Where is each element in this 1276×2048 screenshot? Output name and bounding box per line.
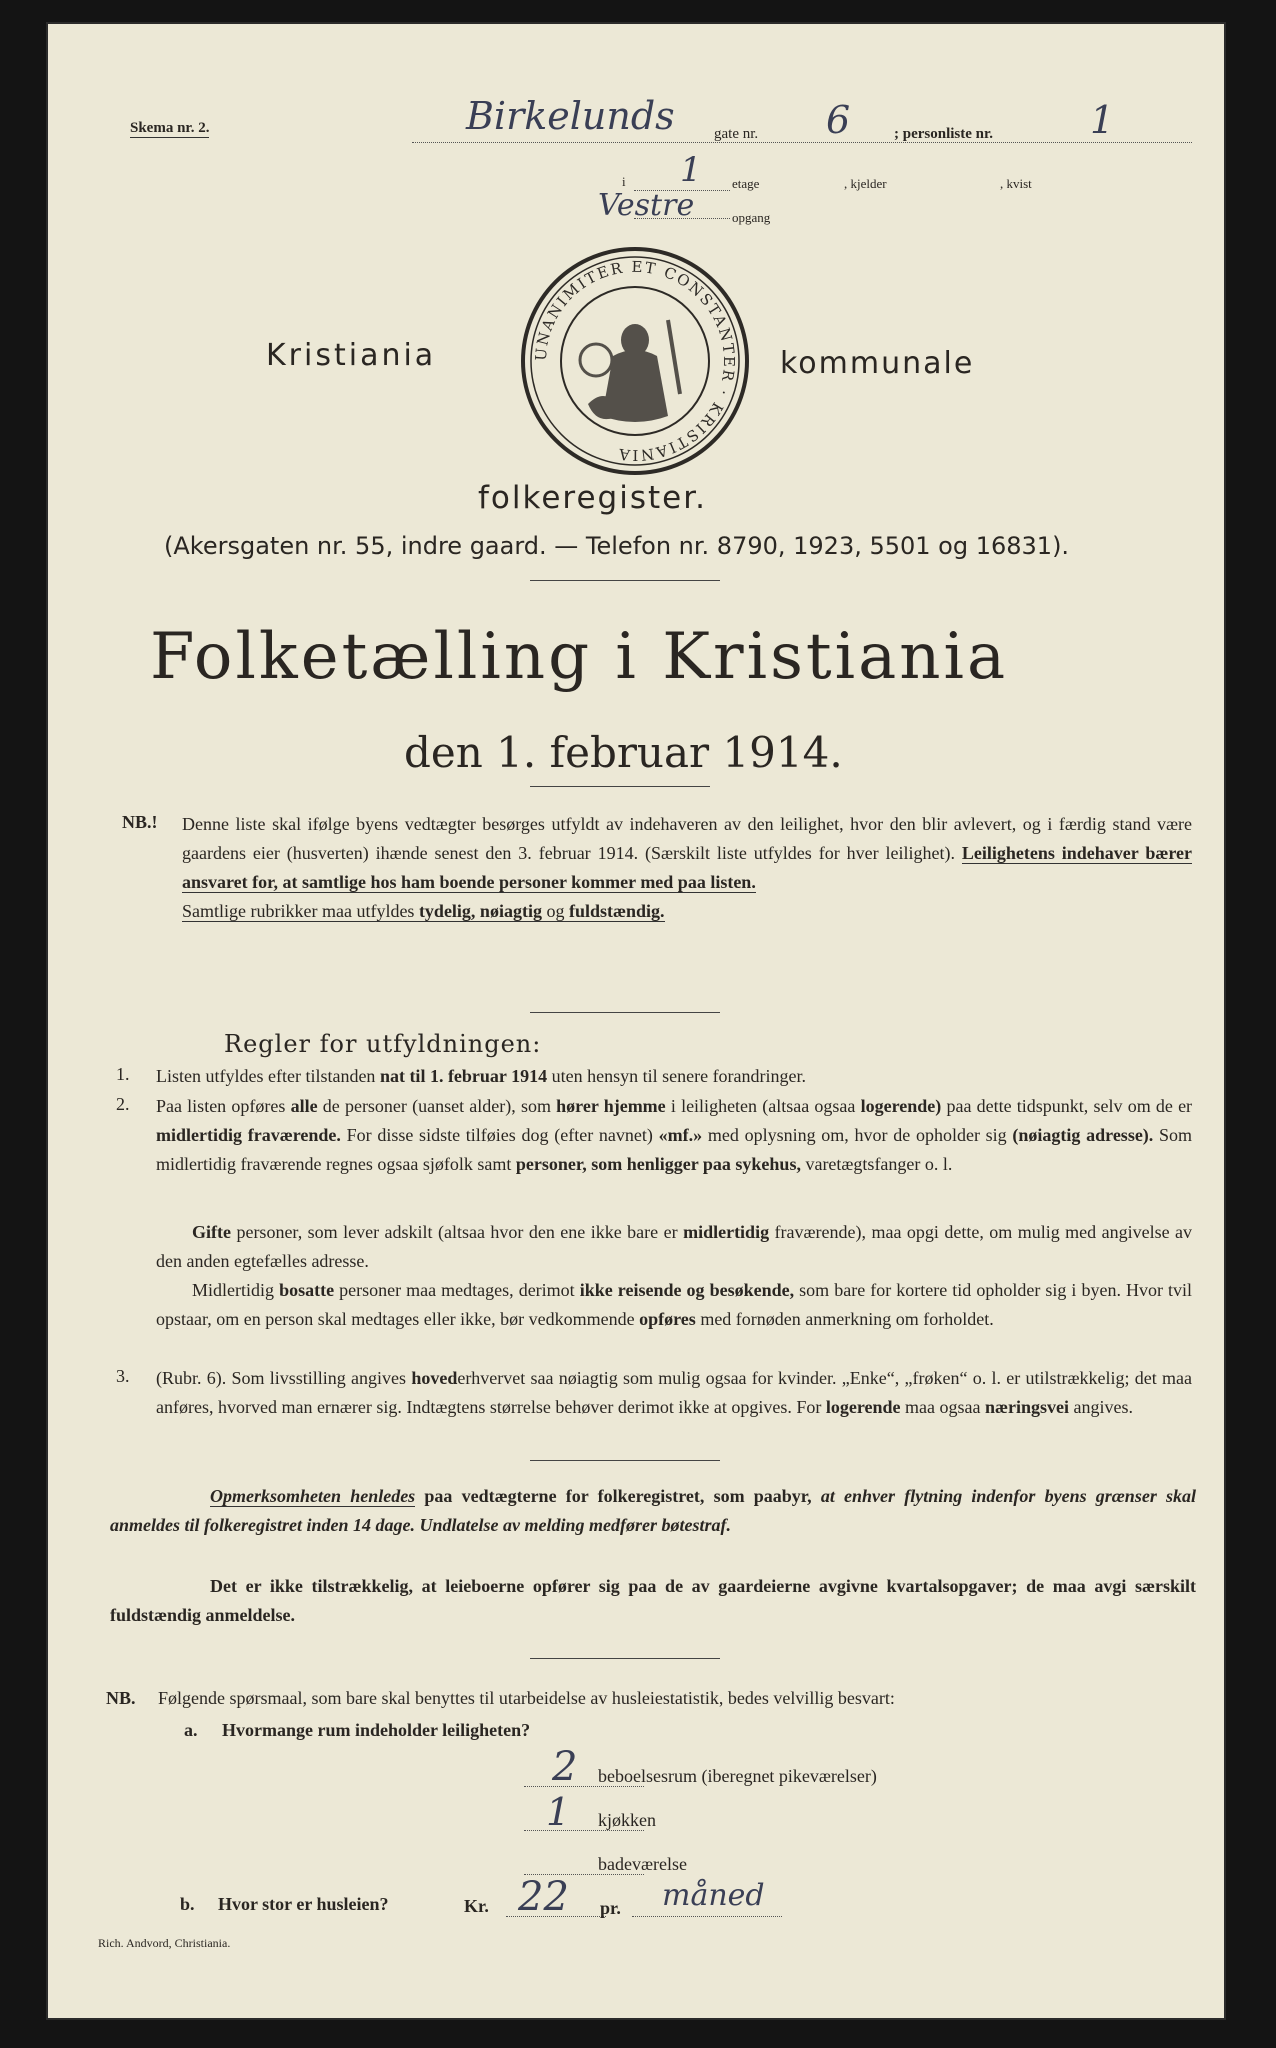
notice-warning: Det er ikke tilstrækkelig, at leieboerne opfører sig paa de av gaardeierne avgivne kvartalsopgaver; de maa avgi særskilt fuldstændig anmeldelse. <box>110 1576 1196 1625</box>
printer-imprint: Rich. Andvord, Christiania. <box>98 1936 231 1950</box>
question-b-letter: b. <box>180 1894 195 1914</box>
address-fill-line <box>412 142 1192 143</box>
rules-heading: Regler for utfyldningen: <box>224 1030 542 1058</box>
divider <box>530 1460 720 1461</box>
rule-3-number: 3. <box>116 1366 130 1386</box>
rule-3: (Rubr. 6). Som livsstilling angives hovederhvervet saa nøiagtig som mulig ogsaa for kvinder. „Enke“, „frøken“ o. l. er utilstrækkelig; det maa anføres, hvorved man ernærer sig. Indtægtens størrelse behøver derimot ikke at opgives. For logerende maa ogsaa næringsvei angives. <box>156 1368 1192 1417</box>
question-a-letter: a. <box>184 1720 198 1740</box>
nb-label: NB.! <box>122 812 158 832</box>
kristiania-city-seal <box>518 244 752 478</box>
rooms-handwritten: 2 <box>552 1744 578 1790</box>
gate-nr-handwritten: 6 <box>826 98 851 142</box>
floor-prefix: i <box>622 174 626 189</box>
floor-handwritten: 1 <box>680 150 702 190</box>
rooms-label: beboelsesrum (iberegnet pikeværelser) <box>598 1766 877 1786</box>
street-name-handwritten: Birkelunds <box>466 94 675 138</box>
rule-1-number: 1. <box>116 1064 130 1084</box>
kvist-label: , kvist <box>1000 176 1032 191</box>
nb-responsibility: Leilighetens indehaver bærer ansvaret for, at samtlige hos ham boende personer kommer med paa listen. <box>182 843 1193 892</box>
question-b: Hvor stor er husleien? <box>218 1894 389 1914</box>
divider <box>530 786 710 787</box>
divider <box>530 1658 720 1659</box>
kr-label: Kr. <box>464 1896 489 1916</box>
kjelder-label: , kjelder <box>844 176 887 191</box>
period-handwritten: måned <box>662 1878 765 1913</box>
rule-temporary: Midlertidig bosatte personer maa medtages, derimot ikke reisende og besøkende, som bare for kortere tid opholder sig i byen. Hvor tvil opstaar, om en person skal medtages eller ikke, bør vedkommende opføres med fornøden anmerkning om forholdet. <box>156 1280 1193 1329</box>
opgang-label: opgang <box>732 210 771 225</box>
period-line <box>632 1916 782 1917</box>
rule-married: Gifte personer, som lever adskilt (altsaa hvor den ene ikke bare er midlertidig fraværende), maa opgi dette, om mulig med angivelse av den anden egtefælles adresse. <box>156 1222 1193 1271</box>
question-a: Hvormange rum indeholder leiligheten? <box>222 1720 531 1740</box>
registry-title: folkeregister. <box>478 480 707 516</box>
census-form-page <box>46 22 1226 2020</box>
divider <box>530 1012 720 1013</box>
kitchen-handwritten: 1 <box>546 1790 571 1834</box>
nb-paragraph <box>182 810 1192 926</box>
registry-address: (Akersgaten nr. 55, indre gaard. — Telefon nr. 8790, 1923, 5501 og 16831). <box>164 532 1070 560</box>
rule-1: Listen utfyldes efter tilstanden nat til 1. februar 1914 uten hensyn til senere forandringer. <box>156 1066 807 1086</box>
nb2-label: NB. <box>106 1688 136 1708</box>
nb2-intro: Følgende spørsmaal, som bare skal benyttes til utarbeidelse av husleiestatistik, bedes velvillig besvart: <box>158 1688 895 1708</box>
nb-rubrics: Samtlige rubrikker maa utfyldes tydelig, nøiagtig og fuldstændig. <box>182 901 665 921</box>
nb-text: Denne liste skal ifølge byens vedtægter besørges utfyldt av indehaveren av den leilighet, hvor den blir avlevert, og i færdig stand være gaardens eier (husverten) ihænde senest den 3. februar 1914. (Særskilt liste utfyldes for hver leilighet). <box>182 814 1192 863</box>
gate-nr-label: gate nr. <box>714 126 759 142</box>
entrance-handwritten: Vestre <box>598 188 695 223</box>
masthead-left: Kristiania <box>266 338 437 373</box>
etage-label: etage <box>732 176 760 191</box>
bath-label: badeværelse <box>598 1854 687 1874</box>
schema-number: Skema nr. 2. <box>130 120 210 136</box>
svg-text:UNANIMITER ET CONSTANTER · KRI: UNANIMITER ET CONSTANTER · KRISTIANIA <box>531 257 739 465</box>
kitchen-label: kjøkken <box>598 1810 656 1830</box>
divider <box>530 580 720 581</box>
rule-2: Paa listen opføres alle de personer (uanset alder), som hører hjemme i leiligheten (altsaa ogsaa logerende) paa dette tidspunkt, selv om de er midlertidig fraværende. For disse sidste tilføies dog (efter navnet) «mf.» med oplysning om, hvor de opholder sig (nøiagtig adresse). Som midlertidig fraværende regnes ogsaa sjøfolk samt personer, som henligger paa sykehus, varetægtsfanger o. l. <box>156 1096 1193 1174</box>
main-title: Folketælling i Kristiania <box>150 620 1009 694</box>
rule-2-number: 2. <box>116 1094 130 1114</box>
notice-paragraph: Opmerksomheten henledes paa vedtægterne for folkeregistret, som paabyr, at enhver flytning indenfor byens grænser skal anmeldes til folkeregistret inden 14 dage. Undlatelse av melding medfører bøtestraf. <box>110 1486 1197 1535</box>
personliste-label: ; personliste nr. <box>894 126 994 142</box>
title-date: den 1. februar 1914. <box>404 728 843 777</box>
per-label: pr. <box>600 1898 621 1918</box>
masthead-right: kommunale <box>780 346 975 381</box>
rent-handwritten: 22 <box>518 1874 569 1920</box>
personliste-handwritten: 1 <box>1090 98 1115 142</box>
